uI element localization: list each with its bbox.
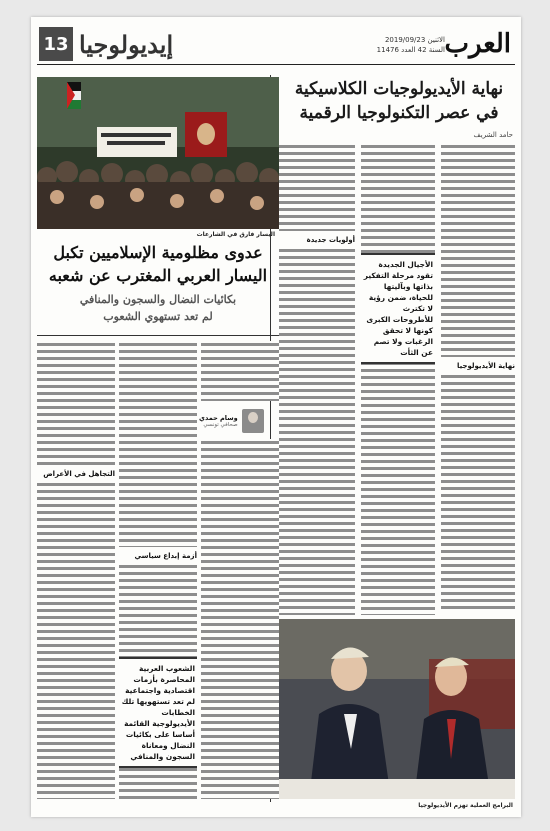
text-filler [37, 481, 115, 799]
left-subhead-2: التجاهل في الأعراض [43, 470, 115, 478]
text-filler [361, 143, 435, 615]
protest-illustration [37, 77, 279, 229]
text-filler [37, 341, 115, 465]
left-title-line-2: اليسار العربي المغترب عن شعبه [48, 266, 268, 285]
right-article-author: حامد الشريف [473, 131, 513, 139]
author-avatar [242, 409, 264, 433]
left-sub-line-2: لم تعد تستهوي الشعوب [103, 310, 213, 323]
section-title: إيديولوجيا [79, 29, 174, 59]
left-text-column-1a [201, 341, 279, 401]
section-header [39, 27, 173, 61]
left-article-subheadline [37, 291, 279, 325]
newspaper-logo: العرب [444, 29, 511, 59]
right-article-headline [283, 77, 515, 125]
page-number: 13 [39, 27, 73, 61]
issue-date: الاثنين 2019/09/23 [384, 36, 445, 44]
right-subhead-1: أولويات جديدة [306, 236, 355, 244]
politicians-illustration [279, 619, 515, 799]
left-title-line-1: عدوى مظلومية الإسلاميين تكبل [53, 243, 263, 262]
text-filler [279, 143, 355, 231]
photo-protest-caption: اليسار فارق في الشارعات [196, 231, 275, 238]
issue-meta [377, 35, 445, 55]
issue-number: السنة 42 العدد 11476 [376, 46, 445, 54]
left-text-column-1b [201, 439, 279, 799]
author-role: صحافي تونسي [203, 422, 238, 428]
right-subhead-2: نهاية الأيديولوجيا [456, 362, 515, 370]
right-pullquote: الأجيال الجديدة تقود مرحلة التفكير بذاتها وبآليتها للحياة، ضمن رؤية لا تكترث للأطروحات الكبرى كونها لا تحقق الرغبات ولا تصم عن الثأت [361, 253, 435, 364]
left-sub-line-1: بكائيات النضال والسجون والمنافي [79, 293, 237, 306]
author-name: وسام حمدي [199, 414, 238, 422]
right-title-line-2: في عصر التكنولوجيا الرقمية [299, 103, 499, 123]
author-box [199, 409, 264, 433]
text-filler [441, 143, 515, 357]
right-text-column-3 [279, 143, 355, 615]
left-subhead-1: أزمة إبداع سياسي [134, 552, 197, 560]
text-filler [201, 439, 279, 799]
left-text-column-3 [37, 341, 115, 799]
left-pullquote: الشعوب العربية المحاصرة بأزمات اقتصادية واجتماعية لم تعد تستهويها تلك الخطابات الأيديولوجية القائمة أساسا على بكائيات النضال ومعاناة السجون والمنافي [119, 657, 197, 768]
photo-protest [37, 77, 279, 229]
left-article-headline [37, 241, 279, 287]
newspaper-page [31, 17, 521, 817]
text-filler [279, 247, 355, 615]
left-divider [37, 335, 279, 336]
right-title-line-1: نهاية الأيديولوجيات الكلاسيكية [294, 79, 504, 99]
right-text-column-1 [441, 143, 515, 615]
photo-politicians-caption: البرامج العملية تهزم الأيديولوجيا [418, 802, 513, 809]
masthead [37, 25, 515, 65]
text-filler [119, 341, 197, 547]
right-text-column-2 [361, 143, 435, 615]
photo-politicians [279, 619, 515, 799]
text-filler [201, 341, 279, 401]
text-filler [441, 373, 515, 613]
